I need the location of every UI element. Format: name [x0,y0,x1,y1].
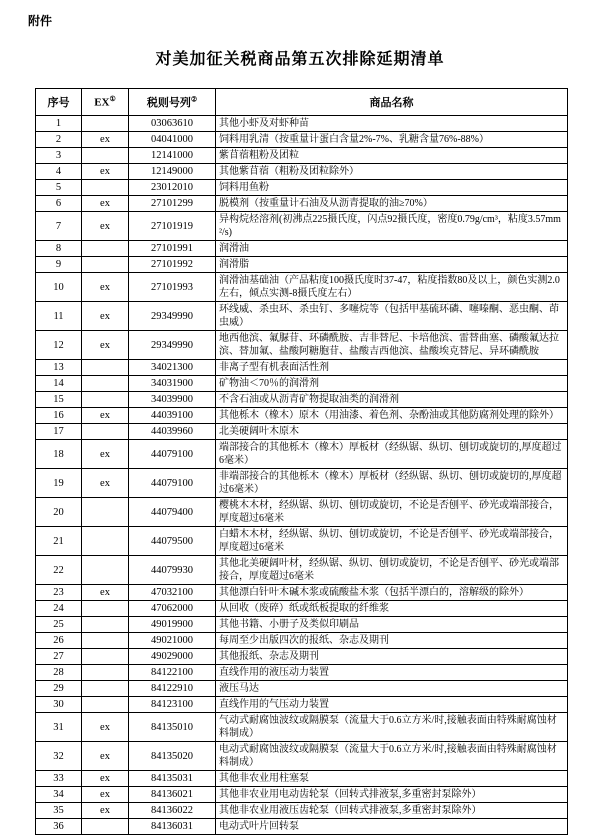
serial-cell: 8 [36,241,82,257]
product-name-cell: 其他非农业用电动齿轮泵（回转式排液泵,多重密封泵除外） [216,787,568,803]
serial-cell: 31 [36,713,82,742]
tariff-code-cell: 44079500 [129,527,216,556]
tariff-code-cell: 49029000 [129,649,216,665]
page-title: 对美加征关税商品第五次排除延期清单 [155,51,445,68]
serial-cell: 1 [36,116,82,132]
table-row [36,633,568,649]
serial-cell: 3 [36,148,82,164]
serial-cell: 29 [36,681,82,697]
ex-flag-cell: ex [82,273,129,302]
table-row [36,424,568,440]
table-row [36,212,568,241]
serial-cell: 9 [36,257,82,273]
ex-flag-cell: ex [82,196,129,212]
column-header-ex: EX① [82,89,129,116]
table-row [36,697,568,713]
product-name-cell: 每周至少出版四次的报纸、杂志及期刊 [216,633,568,649]
ex-flag-cell: ex [82,713,129,742]
serial-cell: 16 [36,408,82,424]
tariff-code-cell: 44079930 [129,556,216,585]
table-row [36,392,568,408]
ex-flag-cell [82,681,129,697]
tariff-code-cell: 84122910 [129,681,216,697]
product-name-cell: 端部接合的其他栎木（橡木）厚板材（经纵锯、纵切、刨切或旋切的,厚度超过6毫米） [216,440,568,469]
tariff-code-cell: 27101993 [129,273,216,302]
serial-cell: 21 [36,527,82,556]
product-name-cell: 其他漂白针叶木碱木浆或硫酸盐木浆（包括半漂白的，溶解级的除外） [216,585,568,601]
table-row [36,116,568,132]
product-name-cell: 紫苜蓿粗粉及团粒 [216,148,568,164]
serial-cell: 7 [36,212,82,241]
serial-cell: 32 [36,742,82,771]
table-row [36,132,568,148]
serial-cell: 30 [36,697,82,713]
tariff-code-cell: 27101992 [129,257,216,273]
tariff-code-cell: 49021000 [129,633,216,649]
ex-flag-cell [82,257,129,273]
product-name-cell: 润滑油基础油（产品粘度100摄氏度时37-47，粘度指数80及以上，颜色实测2.0左右，倾点实测-8摄氏度左右） [216,273,568,302]
ex-flag-cell [82,241,129,257]
serial-cell: 26 [36,633,82,649]
product-name-cell: 非端部接合的其他栎木（橡木）厚板材（经纵锯、纵切、刨切或旋切的,厚度超过6毫米） [216,469,568,498]
tariff-code-cell: 84122100 [129,665,216,681]
ex-flag-cell: ex [82,585,129,601]
tariff-code-cell: 27101919 [129,212,216,241]
ex-flag-cell [82,649,129,665]
column-header-product-name: 商品名称 [216,89,568,116]
product-name-cell: 樱桃木木材，经纵锯、纵切、刨切或旋切，不论是否刨平、砂光或端部接合，厚度超过6毫米 [216,498,568,527]
ex-flag-cell: ex [82,331,129,360]
tariff-code-cell: 44079100 [129,440,216,469]
tariff-code-cell: 03063610 [129,116,216,132]
ex-flag-cell: ex [82,440,129,469]
product-name-cell: 北美硬阔叶木原木 [216,424,568,440]
tariff-code-cell: 84136021 [129,787,216,803]
tariff-code-cell: 12149000 [129,164,216,180]
serial-cell: 27 [36,649,82,665]
tariff-code-cell: 84135031 [129,771,216,787]
serial-cell: 4 [36,164,82,180]
table-row [36,257,568,273]
product-name-cell: 矿物油＜70％的润滑剂 [216,376,568,392]
table-row [36,742,568,771]
tariff-code-cell: 12141000 [129,148,216,164]
tariff-code-cell: 84123100 [129,697,216,713]
product-name-cell: 液压马达 [216,681,568,697]
product-name-cell: 脱模剂（按重量计石油及从沥青提取的油≥70%） [216,196,568,212]
product-name-cell: 其他非农业用液压齿轮泵（回转式排液泵,多重密封泵除外） [216,803,568,819]
product-name-cell: 润滑脂 [216,257,568,273]
table-row [36,527,568,556]
table-row [36,681,568,697]
column-header-serial: 序号 [36,89,82,116]
tariff-code-cell: 44039960 [129,424,216,440]
product-name-cell: 从回收（废碎）纸或纸板提取的纤维浆 [216,601,568,617]
tariff-code-cell: 44079100 [129,469,216,498]
ex-flag-cell [82,617,129,633]
product-name-cell: 不含石油或从沥青矿物提取油类的润滑剂 [216,392,568,408]
column-header-tariff-code: 税则号列② [129,89,216,116]
table-row [36,469,568,498]
tariff-code-cell: 84136022 [129,803,216,819]
table-header-row [36,89,568,116]
ex-flag-cell: ex [82,408,129,424]
table-row [36,498,568,527]
table-row [36,241,568,257]
table-row [36,196,568,212]
table-row [36,273,568,302]
product-name-cell: 润滑油 [216,241,568,257]
table-row [36,180,568,196]
ex-flag-cell [82,665,129,681]
ex-flag-cell: ex [82,803,129,819]
tariff-code-cell: 84135010 [129,713,216,742]
serial-cell: 24 [36,601,82,617]
ex-flag-cell [82,424,129,440]
tariff-code-cell: 27101299 [129,196,216,212]
ex-flag-cell [82,376,129,392]
ex-flag-cell [82,633,129,649]
ex-flag-cell: ex [82,164,129,180]
tariff-code-cell: 27101991 [129,241,216,257]
product-name-cell: 直线作用的液压动力装置 [216,665,568,681]
ex-flag-cell: ex [82,212,129,241]
table-row [36,148,568,164]
tariff-code-cell: 34039900 [129,392,216,408]
serial-cell: 11 [36,302,82,331]
serial-cell: 19 [36,469,82,498]
tariff-code-cell: 44079400 [129,498,216,527]
serial-cell: 14 [36,376,82,392]
serial-cell: 25 [36,617,82,633]
product-name-cell: 电动式耐腐蚀波纹或隔膜泵（流量大于0.6立方米/时,接触表面由特殊耐腐蚀材料制成） [216,742,568,771]
product-name-cell: 其他非农业用柱塞泵 [216,771,568,787]
tariff-code-cell: 44039100 [129,408,216,424]
table-row [36,585,568,601]
tariff-code-cell: 23012010 [129,180,216,196]
serial-cell: 23 [36,585,82,601]
tariff-code-cell: 34021300 [129,360,216,376]
serial-cell: 6 [36,196,82,212]
ex-flag-cell [82,360,129,376]
tariff-code-cell: 84136031 [129,819,216,835]
product-name-cell: 地西他滨、氟脲苷、环磷酰胺、吉非替尼、卡培他滨、雷替曲塞、磷酸氟达拉滨、替加氟、盐酸阿糖胞苷、盐酸吉西他滨、盐酸埃克替尼、异环磷酰胺 [216,331,568,360]
product-name-cell: 其他栎木（橡木）原木（用油漆、着色剂、杂酚油或其他防腐剂处理的除外） [216,408,568,424]
ex-flag-cell: ex [82,787,129,803]
ex-flag-cell [82,527,129,556]
tariff-code-cell: 29349990 [129,302,216,331]
tariff-code-cell: 47032100 [129,585,216,601]
table-row [36,556,568,585]
table-row [36,408,568,424]
table-row [36,649,568,665]
product-name-cell: 异构烷烃溶剂(初沸点225摄氏度，闪点92摄氏度，密度0.79g/cm³，粘度3.57mm²/s) [216,212,568,241]
serial-cell: 10 [36,273,82,302]
product-name-cell: 直线作用的气压动力装置 [216,697,568,713]
ex-flag-cell: ex [82,771,129,787]
table-row [36,771,568,787]
table-body [36,116,568,835]
tariff-code-cell: 04041000 [129,132,216,148]
serial-cell: 13 [36,360,82,376]
table-row [36,819,568,835]
tariff-code-cell: 47062000 [129,601,216,617]
product-name-cell: 电动式叶片回转泵 [216,819,568,835]
table-row [36,360,568,376]
table-row [36,376,568,392]
product-name-cell: 其他书籍、小册子及类似印刷品 [216,617,568,633]
attachment-label: 附件 [28,14,53,28]
serial-cell: 18 [36,440,82,469]
serial-cell: 28 [36,665,82,681]
tariff-code-cell: 34031900 [129,376,216,392]
ex-flag-cell [82,601,129,617]
serial-cell: 33 [36,771,82,787]
ex-flag-cell [82,819,129,835]
product-name-cell: 白蜡木木材，经纵锯、纵切、刨切或旋切，不论是否刨平、砂光或端部接合，厚度超过6毫米 [216,527,568,556]
table-row [36,713,568,742]
table-row [36,302,568,331]
table-row [36,164,568,180]
ex-flag-cell [82,180,129,196]
product-name-cell: 其他北美硬阔叶材，经纵锯、纵切、刨切或旋切，不论是否刨平、砂光或端部接合，厚度超过6毫米 [216,556,568,585]
serial-cell: 17 [36,424,82,440]
tariff-code-cell: 49019900 [129,617,216,633]
product-name-cell: 非离子型有机表面活性剂 [216,360,568,376]
serial-cell: 5 [36,180,82,196]
ex-flag-cell: ex [82,742,129,771]
ex-flag-cell [82,392,129,408]
serial-cell: 12 [36,331,82,360]
table-row [36,331,568,360]
table-row [36,617,568,633]
tariff-code-cell: 29349990 [129,331,216,360]
ex-flag-cell: ex [82,469,129,498]
product-name-cell: 气动式耐腐蚀波纹或隔膜泵（流量大于0.6立方米/时,接触表面由特殊耐腐蚀材料制成） [216,713,568,742]
ex-flag-cell [82,498,129,527]
serial-cell: 36 [36,819,82,835]
serial-cell: 2 [36,132,82,148]
product-name-cell: 饲料用鱼粉 [216,180,568,196]
ex-flag-cell [82,116,129,132]
table-row [36,787,568,803]
tariff-code-cell: 84135020 [129,742,216,771]
table-row [36,440,568,469]
product-name-cell: 其他小虾及对虾种苗 [216,116,568,132]
table-row [36,665,568,681]
table-row [36,601,568,617]
table-row [36,803,568,819]
serial-cell: 22 [36,556,82,585]
ex-flag-cell: ex [82,132,129,148]
product-name-cell: 其他紫苜蓿（粗粉及团粒除外） [216,164,568,180]
serial-cell: 35 [36,803,82,819]
ex-flag-cell: ex [82,302,129,331]
ex-flag-cell [82,556,129,585]
ex-flag-cell [82,148,129,164]
product-name-cell: 其他报纸、杂志及期刊 [216,649,568,665]
serial-cell: 34 [36,787,82,803]
ex-flag-cell [82,697,129,713]
serial-cell: 15 [36,392,82,408]
serial-cell: 20 [36,498,82,527]
exclusion-list-table [35,88,568,835]
product-name-cell: 饲料用乳清（按重量计蛋白含量2%-7%、乳糖含量76%-88%） [216,132,568,148]
product-name-cell: 环线威、杀虫环、杀虫钉、多噻烷等（包括甲基硫环磷、噻嗪酮、恶虫酮、茚虫威） [216,302,568,331]
